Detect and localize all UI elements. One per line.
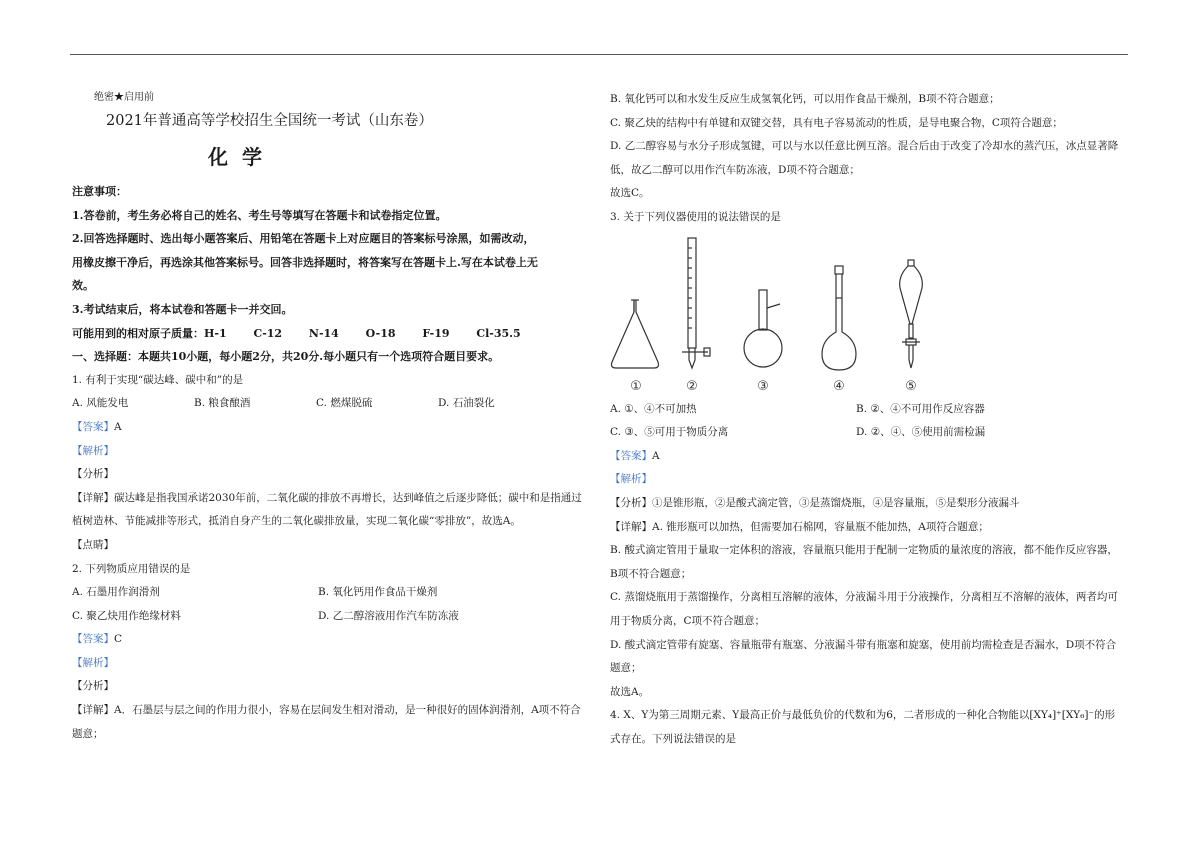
answer-label: 【答案】 xyxy=(72,633,114,646)
notice-item: 2.回答选择题时、选出每小题答案后、用铅笔在答题卡上对应题目的答案标号涂黑，如需改动， xyxy=(72,232,535,246)
q2-option-d: D. 乙二醇溶液用作汽车防冻液 xyxy=(318,609,459,622)
mass-item: Cl-35.5 xyxy=(476,326,521,340)
q3-detail: 【详解】A. 锥形瓶可以加热，但需要加石棉网，容量瓶不能加热，A项符合题意； xyxy=(610,520,989,533)
q3-options-row1 xyxy=(610,398,1130,422)
notice-title: 注意事项： xyxy=(72,185,127,198)
q1-detail: 【详解】碳达峰是指我国承诺2030年前，二氧化碳的排放不再增长，达到峰值之后逐步降低；碳中和是指通过 xyxy=(72,491,582,504)
q3-detail: C. 蒸馏烧瓶用于蒸馏操作，分离相互溶解的液体，分液漏斗用于分液操作，分离相互不溶解的液体，两者均可 xyxy=(610,591,1118,604)
apparatus-svg xyxy=(608,236,938,396)
q3-detail: 题意； xyxy=(610,662,642,675)
q1-options xyxy=(72,392,590,416)
answer-label: 【答案】 xyxy=(72,420,114,433)
q2-conclusion: 故选C。 xyxy=(610,187,650,200)
q1-stem: 1. 有利于实现“碳达峰、碳中和”的是 xyxy=(72,373,244,386)
q1-answer xyxy=(72,416,590,440)
mass-item: C-12 xyxy=(253,326,283,340)
q2-detail: 【详解】A．石墨层与层之间的作用力很小，容易在层间发生相对滑动，是一种很好的固体润滑剂，A项不符合 xyxy=(72,704,581,717)
q3-conclusion: 故选A。 xyxy=(610,685,650,698)
notice-item: 3.考试结束后，将本试卷和答题卡一并交回。 xyxy=(72,302,293,316)
answer-label: 【答案】 xyxy=(610,449,652,462)
apparatus-figure xyxy=(610,230,1130,398)
q2-detail-cont: 低，故乙二醇可以用作汽车防冻液，D项不符合题意； xyxy=(610,163,860,176)
q3-detail: 用于物质分离，C项不符合题意； xyxy=(610,614,766,627)
answer-value: A xyxy=(114,420,122,433)
right-column xyxy=(610,88,1130,751)
q2-option-c: C. 聚乙炔用作绝缘材料 xyxy=(72,609,181,622)
burette-icon xyxy=(682,238,710,368)
subject-title: 化学 xyxy=(208,145,276,169)
notice-item: 效。 xyxy=(72,279,94,293)
q1-option-a: A. 风能发电 xyxy=(72,397,129,410)
figure-label-3: ③ xyxy=(757,378,769,394)
notice-item: 用橡皮擦干净后，再选涂其他答案标号。回答非选择题时，将答案写在答题卡上.写在本试卷上无 xyxy=(72,255,538,269)
mass-item: H-1 xyxy=(204,326,227,340)
q1-detail: 植树造林、节能减排等形式，抵消自身产生的二氧化碳排放量，实现二氧化碳“零排放”，故选A。 xyxy=(72,515,521,528)
figure-label-5: ⑤ xyxy=(905,378,917,394)
distillation-flask-icon xyxy=(744,290,782,367)
q3-stem: 3. 关于下列仪器使用的说法错误的是 xyxy=(610,210,781,223)
q3-answer xyxy=(610,445,1130,469)
q1-option-c: C. 燃煤脱硫 xyxy=(316,397,373,410)
conical-flask-icon xyxy=(612,300,659,368)
q3-detail: D. 酸式滴定管带有旋塞、容量瓶带有瓶塞、分液漏斗带有瓶塞和旋塞，使用前均需检查是否漏水，D项不符合 xyxy=(610,638,1117,651)
q3-option-d: D. ②、④、⑤使用前需检漏 xyxy=(856,426,986,439)
q2-answer xyxy=(72,628,590,652)
q2-analysis-label: 【解析】 xyxy=(72,656,114,669)
figure-label-4: ④ xyxy=(833,378,845,394)
answer-value: C xyxy=(114,633,123,646)
q2-detail-cont: D. 乙二醇容易与水分子形成氢键，可以与水以任意比例互溶。混合后由于改变了冷却水的蒸汽压，冰点显著降 xyxy=(610,140,1119,153)
q3-option-c: C. ③、⑤可用于物质分离 xyxy=(610,426,729,439)
separatory-funnel-icon xyxy=(900,260,923,368)
atomic-masses xyxy=(72,322,590,346)
q2-detail-cont: B. 氧化钙可以和水发生反应生成氢氧化钙，可以用作食品干燥剂，B项不符合题意； xyxy=(610,93,1000,105)
q3-option-a: A. ①、④不可加热 xyxy=(610,402,697,415)
q4-stem: 式存在。下列说法错误的是 xyxy=(610,732,736,745)
secret-label: 绝密★启用前 xyxy=(94,92,154,103)
mass-item: O-18 xyxy=(365,326,396,340)
top-rule xyxy=(70,54,1128,55)
figure-label-1: ① xyxy=(630,378,642,394)
q2-detail-cont: C. 聚乙炔的结构中有单键和双键交替，具有电子容易流动的性质，是导电聚合物，C项符合题意； xyxy=(610,116,1063,129)
q2-detail: 题意； xyxy=(72,727,104,740)
mass-item: F-19 xyxy=(422,326,450,340)
q3-detail: B项不符合题意； xyxy=(610,567,692,580)
q3-fenxi: 【分析】①是锥形瓶，②是酸式滴定管，③是蒸馏烧瓶，④是容量瓶，⑤是梨形分液漏斗 xyxy=(610,496,1020,509)
left-column xyxy=(72,88,590,746)
mass-item: N-14 xyxy=(308,326,339,340)
q2-fenxi: 【分析】 xyxy=(72,680,114,693)
exam-title: 2021年普通高等学校招生全国统一考试（山东卷） xyxy=(106,113,433,129)
q1-option-d: D. 石油裂化 xyxy=(438,397,495,410)
masses-label: 可能用到的相对原子质量： xyxy=(72,326,204,340)
q3-option-b: B. ②、④不可用作反应容器 xyxy=(856,402,985,415)
figure-label-2: ② xyxy=(686,378,698,394)
q2-option-a: A. 石墨用作润滑剂 xyxy=(72,586,160,599)
volumetric-flask-icon xyxy=(822,266,856,370)
notice-item: 1.答卷前，考生务必将自己的姓名、考生号等填写在答题卡和试卷指定位置。 xyxy=(72,208,447,222)
q1-option-b: B. 粮食酿酒 xyxy=(194,397,251,410)
answer-value: A xyxy=(652,449,660,462)
q1-dianjing: 【点睛】 xyxy=(72,538,114,551)
q2-option-b: B. 氧化钙用作食品干燥剂 xyxy=(318,586,438,599)
q1-fenxi: 【分析】 xyxy=(72,468,114,481)
q3-analysis-label: 【解析】 xyxy=(610,473,652,486)
q3-detail: B. 酸式滴定管用于量取一定体积的溶液，容量瓶只能用于配制一定物质的量浓度的溶液，都不能作反应容器， xyxy=(610,544,1118,557)
q4-stem: 4. X、Y为第三周期元素、Y最高正价与最低负价的代数和为6，二者形成的一种化合物能以[XY₄]⁺[XY₆]⁻的形 xyxy=(610,709,1116,722)
q2-options-row1 xyxy=(72,581,590,605)
q2-options-row2 xyxy=(72,605,590,629)
q1-analysis-label: 【解析】 xyxy=(72,444,114,457)
q2-stem: 2. 下列物质应用错误的是 xyxy=(72,562,191,575)
q3-options-row2 xyxy=(610,421,1130,445)
section-heading: 一、选择题：本题共10小题，每小题2分，共20分.每小题只有一个选项符合题目要求。 xyxy=(72,350,500,364)
